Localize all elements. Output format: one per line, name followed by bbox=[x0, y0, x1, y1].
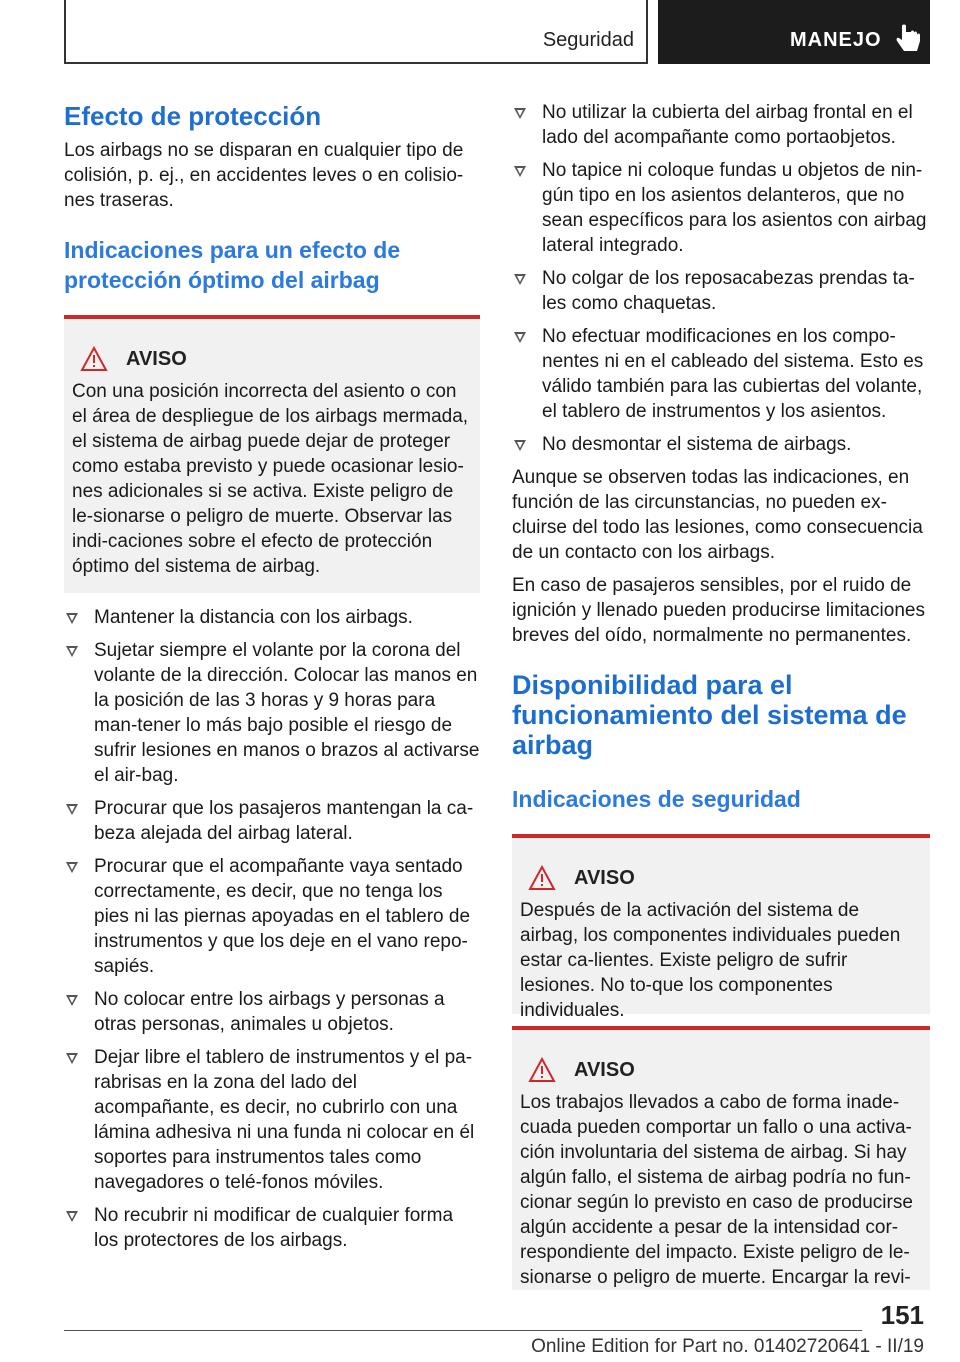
warning-title: AVISO bbox=[574, 1058, 635, 1081]
heading-indicaciones-seguridad: Indicaciones de seguridad bbox=[512, 786, 801, 812]
bullet-triangle-icon bbox=[514, 440, 526, 451]
heading-indicaciones: Indicaciones para un efecto de protección óptimo del airbag bbox=[64, 237, 401, 293]
warning-triangle-icon bbox=[80, 346, 108, 372]
warning-triangle-icon bbox=[528, 865, 556, 891]
bullet-triangle-icon bbox=[66, 646, 78, 657]
warning-text: Los trabajos llevados a cabo de forma inade-cuada pueden comportar un fallo o una activa-ción involuntaria del sistema de airbag. Si hay algún fallo, el sistema de airbag podría no fun-cionar según lo previsto en caso de producirse algún accidente a pesar de la intensidad cor-respondiente del impacto. Existe peligro de le-sionarse o peligro de muerte. Encargar la revi- bbox=[520, 1092, 913, 1288]
intro-paragraph: Los airbags no se disparan en cualquier tipo de colisión, p. ej., en accidentes leves o en colisio-nes traseras. bbox=[64, 140, 464, 211]
list-item: No colgar de los reposacabezas prendas ta-les como chaquetas. bbox=[512, 266, 930, 316]
bullet-triangle-icon bbox=[66, 862, 78, 873]
chapter-tab bbox=[658, 0, 930, 64]
left-column bbox=[64, 100, 480, 1261]
list-item: No tapice ni coloque fundas u objetos de nin-gún tipo en los asientos delanteros, que no sean específicos para los asientos con airbag lateral integrado. bbox=[512, 158, 930, 258]
list-item: No utilizar la cubierta del airbag frontal en el lado del acompañante como portaobjetos. bbox=[512, 100, 930, 150]
page-number: 151 bbox=[880, 1300, 924, 1330]
bullet-triangle-icon bbox=[514, 108, 526, 119]
warning-title: AVISO bbox=[126, 347, 187, 370]
warning-box bbox=[512, 1026, 930, 1290]
warning-box bbox=[512, 834, 930, 1021]
warning-text: Después de la activación del sistema de airbag, los componentes individuales pueden estar ca-lientes. Existe peligro de sufrir lesiones. No to-que los componentes individuales. bbox=[520, 900, 901, 1021]
list-item: No desmontar el sistema de airbags. bbox=[512, 432, 930, 457]
list-item: No colocar entre los airbags y personas a otras personas, animales u objetos. bbox=[64, 987, 480, 1037]
heading-disponibilidad: Disponibilidad para el funcionamiento del sistema de airbag bbox=[512, 670, 907, 760]
warning-box bbox=[64, 315, 480, 593]
right-column bbox=[512, 100, 930, 1290]
paragraph-pasajeros: En caso de pasajeros sensibles, por el ruido de ignición y llenado pueden producirse limitaciones breves del oído, normalmente no permanentes. bbox=[512, 575, 925, 646]
list-item: Procurar que el acompañante vaya sentado correctamente, es decir, que no tenga los pies ni las piernas apoyadas en el tablero de instrumentos y que los deje en el vano repo-sapiés. bbox=[64, 854, 480, 979]
list-item: Mantener la distancia con los airbags. bbox=[64, 605, 480, 630]
bullet-triangle-icon bbox=[66, 804, 78, 815]
bullet-triangle-icon bbox=[514, 332, 526, 343]
chapter-title: MANEJO bbox=[790, 29, 882, 51]
bullet-triangle-icon bbox=[514, 274, 526, 285]
warning-triangle-icon bbox=[528, 1057, 556, 1083]
heading-efecto-proteccion: Efecto de protección bbox=[64, 101, 322, 131]
hand-pointer-icon bbox=[896, 24, 922, 54]
right-bullet-list bbox=[512, 100, 930, 457]
bullet-triangle-icon bbox=[66, 613, 78, 624]
list-item: Procurar que los pasajeros mantengan la ca-beza alejada del airbag lateral. bbox=[64, 796, 480, 846]
bullet-triangle-icon bbox=[514, 166, 526, 177]
bullet-triangle-icon bbox=[66, 1053, 78, 1064]
left-bullet-list bbox=[64, 605, 480, 1253]
warning-title: AVISO bbox=[574, 866, 635, 889]
section-title: Seguridad bbox=[542, 29, 634, 51]
list-item: No efectuar modificaciones en los compo-nentes ni en el cableado del sistema. Esto es válido también para las cubiertas del volante, el tablero de instrumentos y los asientos. bbox=[512, 324, 930, 424]
list-item: Sujetar siempre el volante por la corona del volante de la dirección. Colocar las manos en la posición de las 3 horas y 9 horas para man-tener lo más bajo posible el riesgo de sufrir lesiones en manos o brazos al activarse el air-bag. bbox=[64, 638, 480, 788]
bullet-triangle-icon bbox=[66, 995, 78, 1006]
footer-divider bbox=[64, 1330, 862, 1331]
paragraph-aunque: Aunque se observen todas las indicaciones, en función de las circunstancias, no pueden ex-cluirse del todo las lesiones, como consecuencia de un contacto con los airbags. bbox=[512, 467, 923, 563]
footer-edition: Online Edition for Part no. 01402720641 - II/19 bbox=[531, 1336, 924, 1357]
list-item: No recubrir ni modificar de cualquier forma los protectores de los airbags. bbox=[64, 1203, 480, 1253]
bullet-triangle-icon bbox=[66, 1211, 78, 1222]
warning-text: Con una posición incorrecta del asiento o con el área de despliegue de los airbags mermada, el sistema de airbag puede dejar de proteger como estaba previsto y puede ocasionar lesio-nes adicionales si se activa. Existe peligro de le-sionarse o peligro de muerte. Observar las indi-caciones sobre el efecto de protección óptimo del sistema de airbag. bbox=[72, 381, 469, 577]
header-section-box bbox=[64, 0, 648, 64]
list-item: Dejar libre el tablero de instrumentos y el pa-rabrisas en la zona del lado del acompañante, es decir, no cubrirlo con una lámina adhesiva ni una funda ni colocar en él soportes para instrumentos tales como navegadores o telé-fonos móviles. bbox=[64, 1045, 480, 1195]
